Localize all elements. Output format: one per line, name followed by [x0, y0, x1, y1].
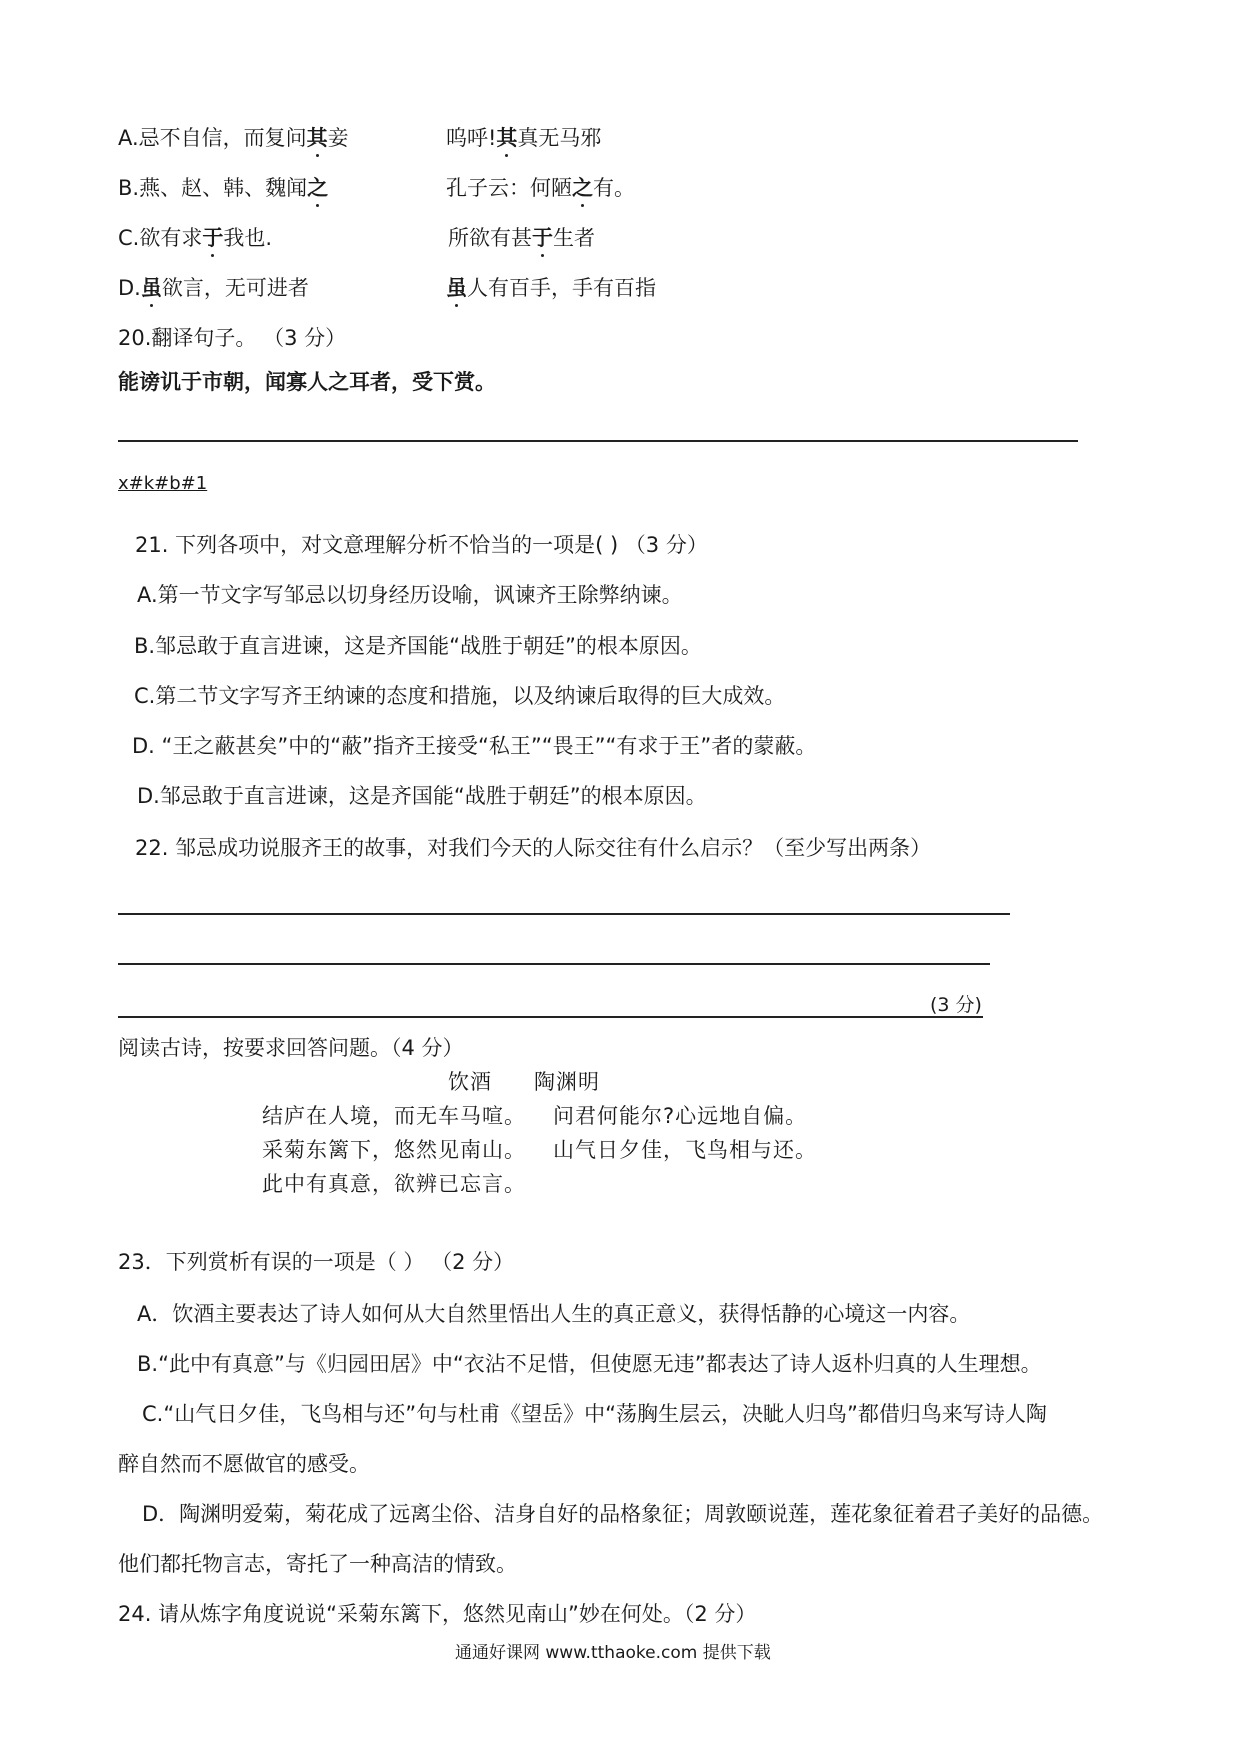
footer-credit: 通通好课网 www.tthaoke.com 提供下载	[455, 1643, 771, 1663]
q19-option-d-right: 虽人有百手，手有百指	[446, 276, 656, 300]
q20-sentence: 能谤讥于市朝，闻寡人之耳者，受下赏。	[118, 370, 496, 394]
poem-line-1: 结庐在人境，而无车马喧。	[262, 1104, 526, 1128]
q22-answer-line-1	[118, 913, 1010, 915]
q19-option-c-right: 所欲有甚于生者	[448, 226, 595, 250]
poem-intro: 阅读古诗，按要求回答问题。（4 分）	[118, 1036, 464, 1060]
q23-label: 23．下列赏析有误的一项是（ ） （2 分）	[118, 1250, 515, 1274]
q21-option-c: C.第二节文字写齐王纳谏的态度和措施，以及纳谏后取得的巨大成效。	[134, 684, 786, 708]
q23-option-d-line2: 他们都托物言志，寄托了一种高洁的情致。	[118, 1552, 517, 1576]
q23-option-c-line1: C.“山气日夕佳，飞鸟相与还”句与杜甫《望岳》中“荡胸生层云，决眦人归鸟”都借归鸟来写诗人陶	[142, 1402, 1047, 1426]
q20-answer-line	[118, 440, 1078, 442]
q19-option-d-left: D.虽欲言，无可进者	[118, 276, 309, 300]
q22-answer-line-3	[118, 1016, 983, 1018]
q23-option-b: B.“此中有真意”与《归园田居》中“衣沾不足惜，但使愿无违”都表达了诗人返朴归真的人生理想。	[137, 1352, 1042, 1376]
q21-option-d2: D.邹忌敢于直言进谏，这是齐国能“战胜于朝廷”的根本原因。	[137, 784, 707, 808]
q21-option-b: B.邹忌敢于直言进谏，这是齐国能“战胜于朝廷”的根本原因。	[134, 634, 702, 658]
q19-option-b-left: B.燕、赵、韩、魏闻之	[118, 176, 329, 200]
q24-label: 24. 请从炼字角度说说“采菊东篱下，悠然见南山”妙在何处。（2 分）	[118, 1602, 757, 1626]
poem-line-4: 山气日夕佳，飞鸟相与还。	[553, 1138, 817, 1162]
q23-option-d-line1: D．陶渊明爱菊，菊花成了远离尘俗、洁身自好的品格象征；周敦颐说莲，莲花象征着君子美好的品德。	[142, 1502, 1104, 1526]
poem-author: 陶渊明	[534, 1070, 600, 1094]
q23-option-a: A．饮酒主要表达了诗人如何从大自然里悟出人生的真正意义，获得恬静的心境这一内容。	[137, 1302, 971, 1326]
q19-option-a-left: A.忌不自信，而复问其妾	[118, 126, 349, 150]
watermark-text: x#k#b#1	[118, 473, 208, 494]
q20-label: 20.翻译句子。 （3 分）	[118, 326, 347, 350]
poem-line-2: 问君何能尔?心远地自偏。	[553, 1104, 808, 1128]
poem-title: 饮酒	[448, 1070, 492, 1094]
q19-option-c-left: C.欲有求于我也.	[118, 226, 273, 250]
q22-label: 22. 邹忌成功说服齐王的故事，对我们今天的人际交往有什么启示？（至少写出两条）	[135, 836, 932, 860]
q21-label: 21. 下列各项中，对文意理解分析不恰当的一项是( ) （3 分）	[135, 533, 708, 557]
poem-line-5: 此中有真意，欲辨已忘言。	[262, 1172, 526, 1196]
q19-option-b-right: 孔子云：何陋之有。	[446, 176, 635, 200]
q23-option-c-line2: 醉自然而不愿做官的感受。	[118, 1452, 370, 1476]
q22-answer-line-2	[118, 963, 990, 965]
q21-option-a: A.第一节文字写邹忌以切身经历设喻，讽谏齐王除弊纳谏。	[137, 583, 683, 607]
q21-option-d1: D. “王之蔽甚矣”中的“蔽”指齐王接受“私王”“畏王”“有求于王”者的蒙蔽。	[132, 734, 817, 758]
q19-option-a-right: 呜呼!其真无马邪	[446, 126, 602, 150]
poem-line-3: 采菊东篱下，悠然见南山。	[262, 1138, 526, 1162]
q22-score: (3 分)	[930, 994, 982, 1016]
